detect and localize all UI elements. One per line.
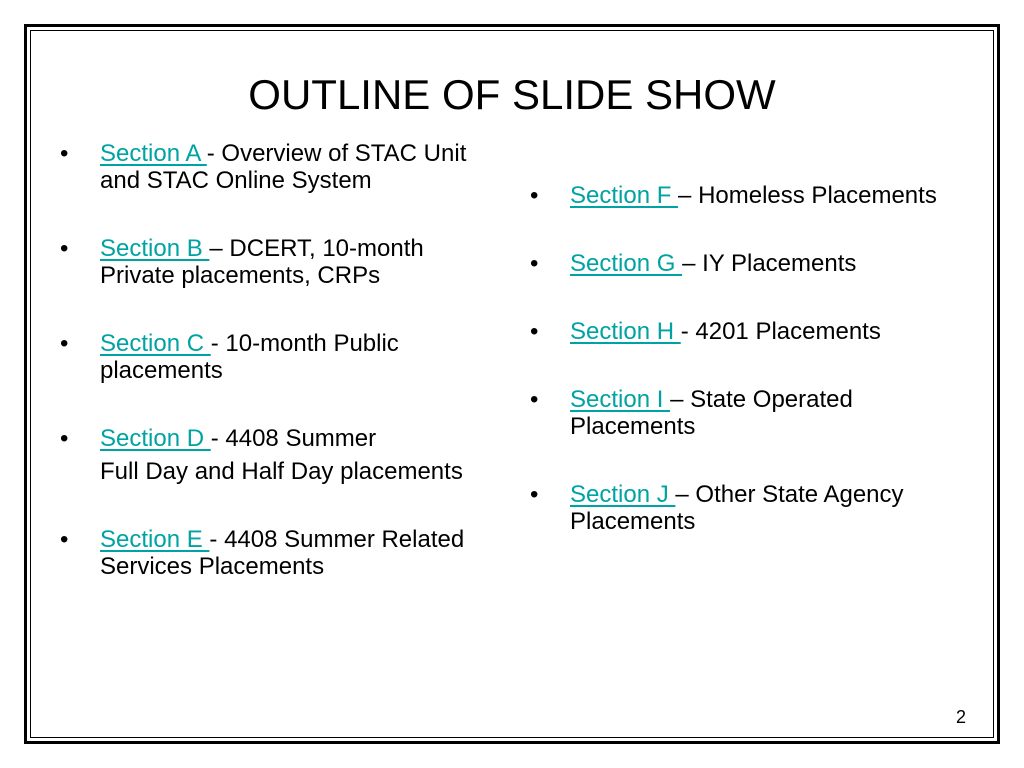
bullet: • (530, 250, 539, 277)
section-j-description: – Other State Agency Placements (570, 481, 904, 535)
section-d-link[interactable]: Section D (100, 425, 211, 452)
outline-item-section-b (58, 235, 498, 289)
section-f-description: – Homeless Placements (678, 182, 937, 209)
right-outline-list (528, 182, 968, 576)
section-i-link[interactable]: Section I (570, 386, 671, 413)
bullet: • (60, 140, 69, 167)
bullet: • (60, 526, 69, 553)
outline-item-section-d (58, 425, 498, 485)
outline-item-section-f (528, 182, 968, 209)
section-e-description: - 4408 Summer Related Services Placements (100, 526, 465, 580)
outline-item-section-i (528, 386, 968, 440)
page-number: 2 (955, 707, 966, 727)
bullet: • (530, 386, 539, 413)
section-g-link[interactable]: Section G (570, 250, 683, 277)
bullet: • (530, 182, 539, 209)
outline-item-section-a (58, 140, 498, 194)
section-a-link[interactable]: Section A (100, 140, 207, 167)
section-i-description: – State Operated Placements (570, 386, 853, 440)
outline-item-section-g (528, 250, 968, 277)
section-f-link[interactable]: Section F (570, 182, 679, 209)
bullet: • (60, 425, 69, 452)
section-g-description: – IY Placements (682, 250, 857, 277)
outline-item-section-e (58, 526, 498, 580)
bullet: • (60, 330, 69, 357)
outline-item-section-j (528, 481, 968, 535)
section-a-description: - Overview of STAC Unit and STAC Online System (100, 140, 467, 194)
outline-item-section-h (528, 318, 968, 345)
section-c-link[interactable]: Section C (100, 330, 211, 357)
section-d-description: - 4408 Summer (210, 425, 377, 452)
section-b-link[interactable]: Section B (100, 235, 210, 262)
outline-item-section-c (58, 330, 498, 384)
section-d-continuation: Full Day and Half Day placements (100, 458, 463, 485)
section-h-description: - 4201 Placements (680, 318, 881, 345)
section-b-description: – DCERT, 10-month Private placements, CRPs (100, 235, 424, 289)
section-e-link[interactable]: Section E (100, 526, 210, 553)
section-h-link[interactable]: Section H (570, 318, 681, 345)
section-j-link[interactable]: Section J (570, 481, 676, 508)
bullet: • (530, 318, 539, 345)
bullet: • (530, 481, 539, 508)
slide-title: OUTLINE OF SLIDE SHOW (248, 71, 776, 118)
bullet: • (60, 235, 69, 262)
left-outline-list (58, 140, 498, 621)
section-c-description: - 10-month Public placements (100, 330, 399, 384)
